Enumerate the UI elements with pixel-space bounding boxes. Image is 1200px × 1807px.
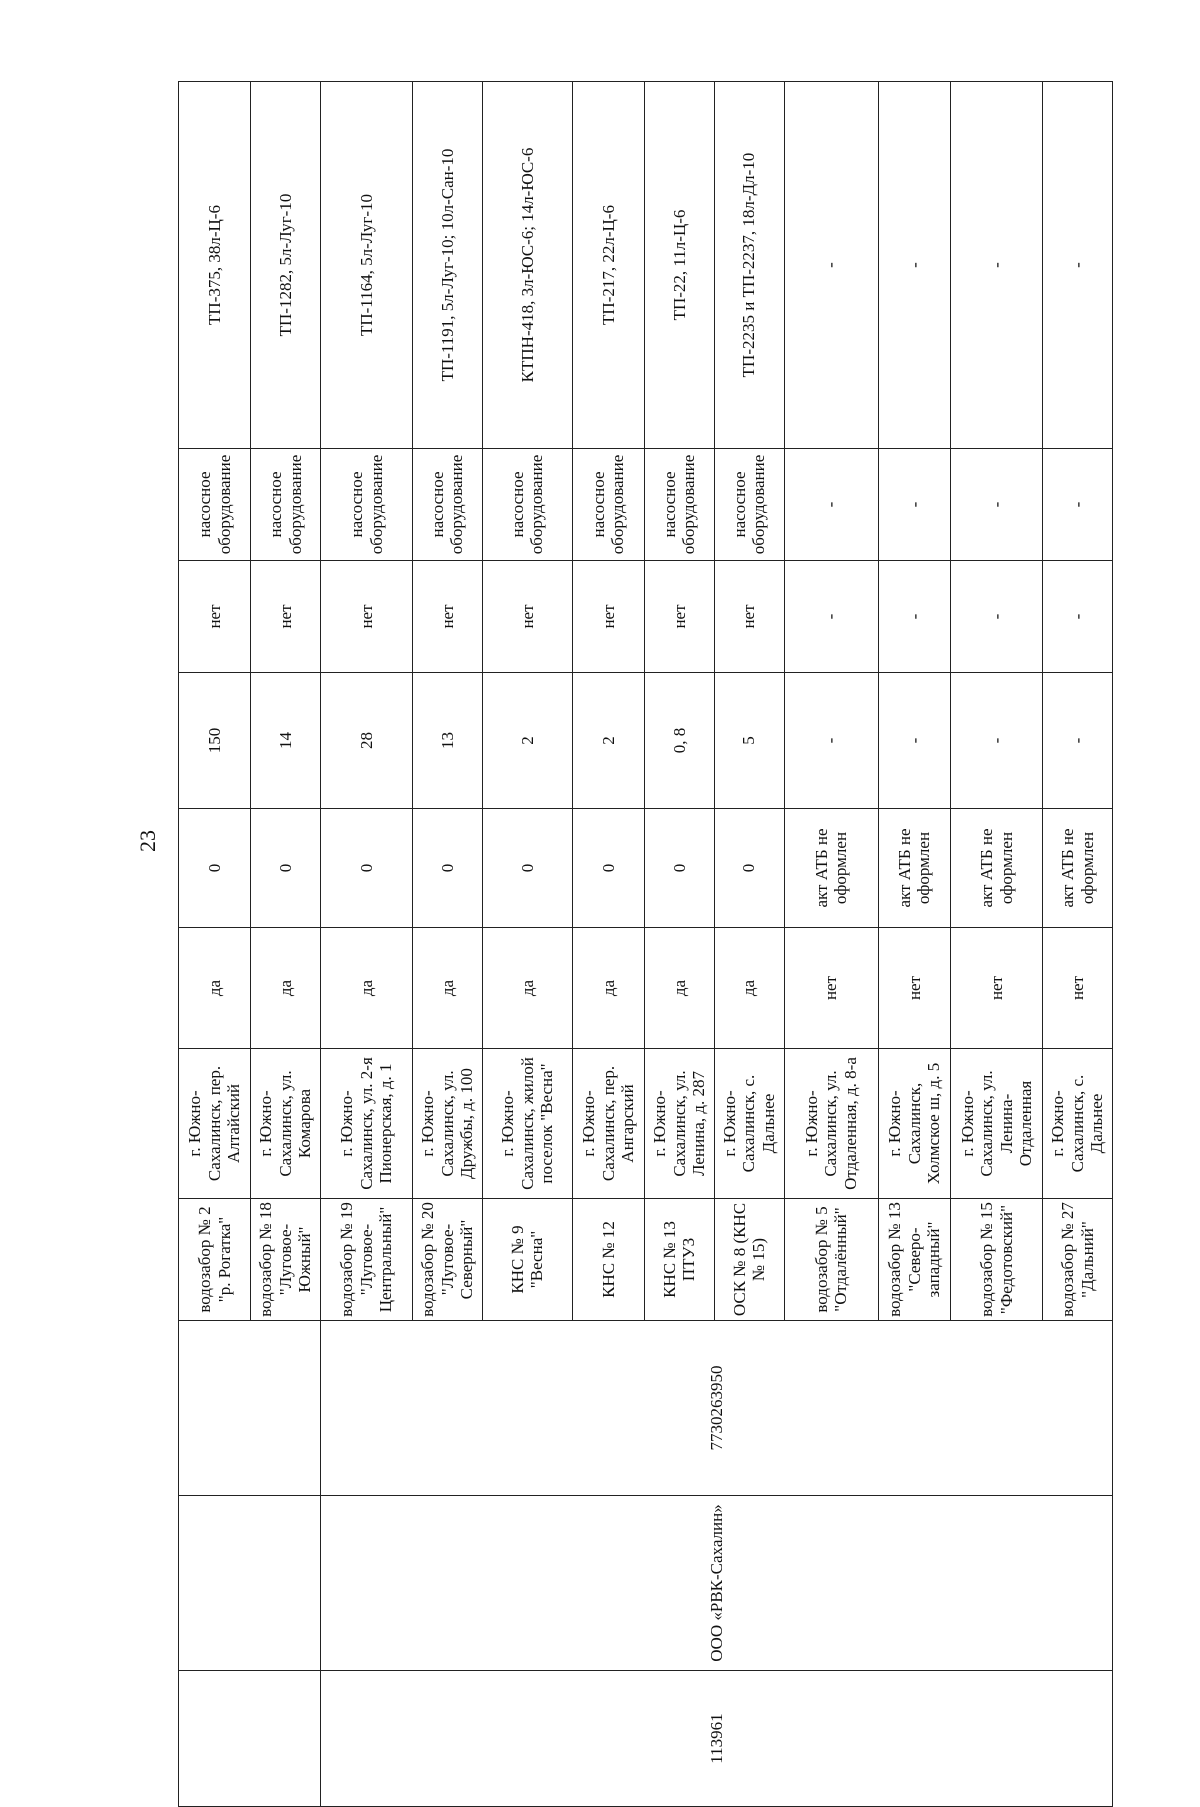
status-cell: да	[179, 928, 251, 1049]
reserve-cell: -	[878, 561, 950, 673]
org-name-cell-top	[179, 1496, 321, 1671]
equipment-cell: насосное оборудование	[251, 449, 321, 561]
equipment-cell: насосное оборудование	[482, 449, 572, 561]
object-name-cell: водозабор № 27 "Дальний"	[1043, 1199, 1113, 1321]
act-cell: 0	[645, 809, 715, 928]
status-cell: да	[572, 928, 644, 1049]
tp-cell: ТП-1164, 5л-Луг-10	[321, 82, 413, 449]
object-name-cell: КНС № 12	[572, 1199, 644, 1321]
tp-cell: -	[951, 82, 1043, 449]
tp-cell: ТП-22, 11л-Ц-6	[645, 82, 715, 449]
object-name-cell: ОСК № 8 (КНС № 15)	[714, 1199, 784, 1321]
object-name-cell: водозабор № 2 "р. Рогатка"	[179, 1199, 251, 1321]
equipment-cell: насосное оборудование	[572, 449, 644, 561]
address-cell: г. Южно-Сахалинск, Холмское ш, д. 5	[878, 1049, 950, 1199]
status-cell: да	[645, 928, 715, 1049]
reserve-cell: нет	[645, 561, 715, 673]
org-inn-cell: 7730263950	[321, 1321, 1113, 1496]
power-cell: -	[951, 673, 1043, 809]
status-cell: да	[413, 928, 483, 1049]
act-cell: акт АТБ не оформлен	[878, 809, 950, 928]
object-name-cell: водозабор № 15 "Федотовский"	[951, 1199, 1043, 1321]
status-cell: да	[714, 928, 784, 1049]
power-cell: 14	[251, 673, 321, 809]
act-cell: 0	[482, 809, 572, 928]
equipment-cell: -	[1043, 449, 1113, 561]
act-cell: 0	[572, 809, 644, 928]
act-cell: 0	[413, 809, 483, 928]
equipment-cell: насосное оборудование	[321, 449, 413, 561]
address-cell: г. Южно-Сахалинск, ул. 2-я Пионерская, д. 1	[321, 1049, 413, 1199]
address-cell: г. Южно-Сахалинск, ул. Ленина-Отдаленная	[951, 1049, 1043, 1199]
data-table	[178, 81, 1113, 1807]
power-cell: -	[1043, 673, 1113, 809]
act-cell: 0	[251, 809, 321, 928]
reserve-cell: -	[951, 561, 1043, 673]
reserve-cell: нет	[482, 561, 572, 673]
status-cell: нет	[784, 928, 878, 1049]
tp-cell: ТП-1282, 5л-Луг-10	[251, 82, 321, 449]
equipment-cell: -	[951, 449, 1043, 561]
status-cell: нет	[1043, 928, 1113, 1049]
tp-cell: КТПН-418, 3л-ЮС-6; 14л-ЮС-6	[482, 82, 572, 449]
address-cell: г. Южно-Сахалинск, пер. Алтайский	[179, 1049, 251, 1199]
tp-cell: -	[878, 82, 950, 449]
reserve-cell: нет	[714, 561, 784, 673]
power-cell: 2	[482, 673, 572, 809]
act-cell: 0	[714, 809, 784, 928]
org-inn-cell-top	[179, 1321, 321, 1496]
status-cell: нет	[951, 928, 1043, 1049]
address-cell: г. Южно-Сахалинск, с. Дальнее	[1043, 1049, 1113, 1199]
equipment-cell: насосное оборудование	[714, 449, 784, 561]
act-cell: акт АТБ не оформлен	[951, 809, 1043, 928]
reserve-cell: нет	[251, 561, 321, 673]
status-cell: да	[251, 928, 321, 1049]
power-cell: 13	[413, 673, 483, 809]
tp-cell: ТП-2235 и ТП-2237, 18л-Дл-10	[714, 82, 784, 449]
org-id-cell-top	[179, 1671, 321, 1807]
tp-cell: -	[1043, 82, 1113, 449]
equipment-cell: насосное оборудование	[645, 449, 715, 561]
address-cell: г. Южно-Сахалинск, ул. Дружбы, д. 100	[413, 1049, 483, 1199]
status-cell: да	[321, 928, 413, 1049]
equipment-cell: насосное оборудование	[413, 449, 483, 561]
act-cell: 0	[179, 809, 251, 928]
power-cell: 0, 8	[645, 673, 715, 809]
power-cell: 150	[179, 673, 251, 809]
object-name-cell: КНС № 13 ПТУ3	[645, 1199, 715, 1321]
power-cell: -	[784, 673, 878, 809]
reserve-cell: нет	[572, 561, 644, 673]
reserve-cell: нет	[413, 561, 483, 673]
address-cell: г. Южно-Сахалинск, ул. Комарова	[251, 1049, 321, 1199]
status-cell: да	[482, 928, 572, 1049]
address-cell: г. Южно-Сахалинск, ул. Ленина, д. 287	[645, 1049, 715, 1199]
status-cell: нет	[878, 928, 950, 1049]
page-number: 23	[135, 830, 160, 852]
act-cell: акт АТБ не оформлен	[784, 809, 878, 928]
address-cell: г. Южно-Сахалинск, ул. Отдаленная, д. 8-а	[784, 1049, 878, 1199]
org-name-cell: ООО «РВК-Сахалин»	[321, 1496, 1113, 1671]
act-cell: 0	[321, 809, 413, 928]
table-row	[179, 82, 251, 1807]
power-cell: 5	[714, 673, 784, 809]
power-cell: 28	[321, 673, 413, 809]
address-cell: г. Южно-Сахалинск, с. Дальнее	[714, 1049, 784, 1199]
object-name-cell: водозабор № 19 "Луговое-Центральный"	[321, 1199, 413, 1321]
equipment-cell: -	[784, 449, 878, 561]
power-cell: 2	[572, 673, 644, 809]
tp-cell: ТП-217, 22л-Ц-6	[572, 82, 644, 449]
object-name-cell: водозабор № 5 "Отдалённый"	[784, 1199, 878, 1321]
rotated-table-frame	[178, 82, 1113, 1807]
org-id-cell: 113961	[321, 1671, 1113, 1807]
object-name-cell: водозабор № 18 "Луговое-Южный"	[251, 1199, 321, 1321]
address-cell: г. Южно-Сахалинск, жилой поселок "Весна"	[482, 1049, 572, 1199]
object-name-cell: водозабор № 13 "Северо-западный"	[878, 1199, 950, 1321]
reserve-cell: нет	[321, 561, 413, 673]
object-name-cell: водозабор № 20 "Луговое-Северный"	[413, 1199, 483, 1321]
tp-cell: ТП-1191, 5л-Луг-10; 10л-Сан-10	[413, 82, 483, 449]
address-cell: г. Южно-Сахалинск, пер. Ангарский	[572, 1049, 644, 1199]
equipment-cell: насосное оборудование	[179, 449, 251, 561]
reserve-cell: нет	[179, 561, 251, 673]
tp-cell: ТП-375, 38л-Ц-6	[179, 82, 251, 449]
table-row	[321, 82, 413, 1807]
tp-cell: -	[784, 82, 878, 449]
act-cell: акт АТБ не оформлен	[1043, 809, 1113, 928]
object-name-cell: КНС № 9 "Весна"	[482, 1199, 572, 1321]
equipment-cell: -	[878, 449, 950, 561]
reserve-cell: -	[1043, 561, 1113, 673]
power-cell: -	[878, 673, 950, 809]
reserve-cell: -	[784, 561, 878, 673]
